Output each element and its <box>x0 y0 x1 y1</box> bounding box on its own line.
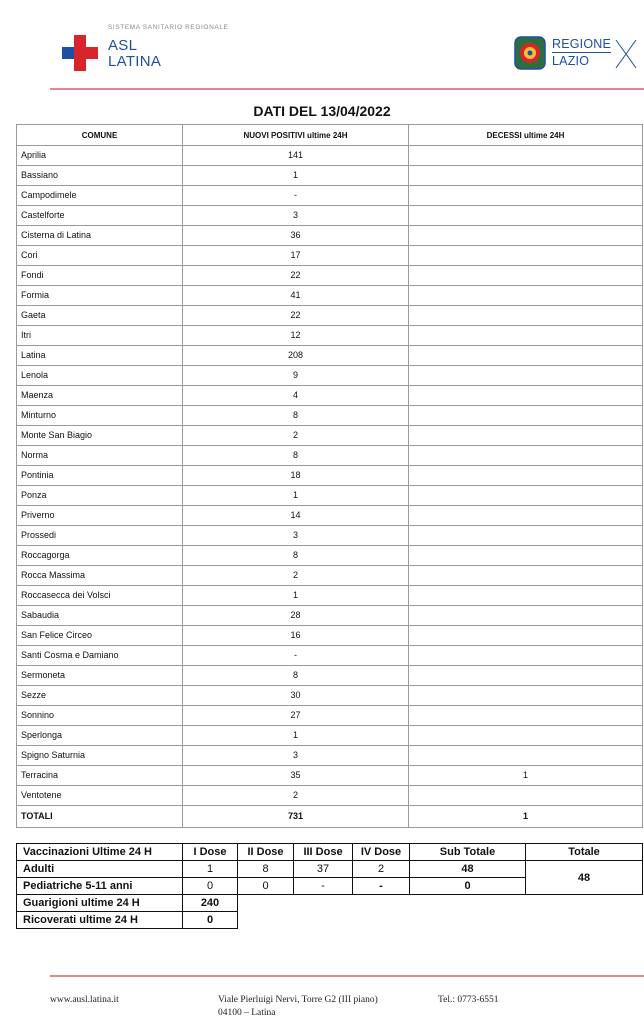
comune-cell: Sermoneta <box>17 666 183 686</box>
ricoverati-row <box>17 912 643 929</box>
positivi-cell: 41 <box>183 286 409 306</box>
ricoverati-label: Ricoverati ultime 24 H <box>17 912 183 929</box>
table-row <box>17 786 643 806</box>
positivi-cell: 3 <box>183 206 409 226</box>
decessi-cell <box>409 366 643 386</box>
decessi-cell <box>409 546 643 566</box>
decessi-cell <box>409 726 643 746</box>
comune-cell: Itri <box>17 326 183 346</box>
table-row <box>17 606 643 626</box>
positivi-cell: 8 <box>183 446 409 466</box>
vax-cell: 2 <box>353 861 410 878</box>
decessi-cell <box>409 146 643 166</box>
table-row <box>17 726 643 746</box>
comune-cell: Sonnino <box>17 706 183 726</box>
positivi-cell: 22 <box>183 266 409 286</box>
positivi-cell: 141 <box>183 146 409 166</box>
table-row <box>17 486 643 506</box>
positivi-cell: 28 <box>183 606 409 626</box>
asl-subtitle: SISTEMA SANITARIO REGIONALE <box>108 24 229 31</box>
vaccinations-table <box>16 843 643 929</box>
vax-subtotal-adulti: 48 <box>410 861 526 878</box>
table-row <box>17 626 643 646</box>
comune-cell: Aprilia <box>17 146 183 166</box>
vax-header-iv-dose: IV Dose <box>353 844 410 861</box>
decessi-cell <box>409 266 643 286</box>
table-row <box>17 226 643 246</box>
table-row <box>17 466 643 486</box>
decessi-cell <box>409 466 643 486</box>
lazio-name-line2: LAZIO <box>552 52 611 69</box>
column-header-positivi: NUOVI POSITIVI ultime 24H <box>183 125 409 146</box>
column-header-decessi: DECESSI ultime 24H <box>409 125 643 146</box>
positivi-cell: 14 <box>183 506 409 526</box>
table-row <box>17 206 643 226</box>
vax-totale: 48 <box>526 861 643 895</box>
vax-header-i-dose: I Dose <box>183 844 238 861</box>
decessi-cell <box>409 286 643 306</box>
decessi-cell <box>409 386 643 406</box>
comune-cell: Formia <box>17 286 183 306</box>
decessi-cell <box>409 606 643 626</box>
table-row <box>17 406 643 426</box>
decessi-cell <box>409 306 643 326</box>
lazio-name-line1: REGIONE <box>552 37 612 51</box>
comune-cell: Santi Cosma e Damiano <box>17 646 183 666</box>
decessi-cell <box>409 706 643 726</box>
totals-positivi: 731 <box>183 806 409 828</box>
positivi-cell: 2 <box>183 566 409 586</box>
table-row <box>17 666 643 686</box>
comune-cell: Cisterna di Latina <box>17 226 183 246</box>
table-row <box>17 546 643 566</box>
decessi-cell <box>409 686 643 706</box>
comune-cell: Fondi <box>17 266 183 286</box>
table-row <box>17 306 643 326</box>
table-row <box>17 266 643 286</box>
decessi-cell <box>409 446 643 466</box>
comune-cell: Spigno Saturnia <box>17 746 183 766</box>
positivi-cell: 30 <box>183 686 409 706</box>
lazio-x-mark-icon <box>614 36 638 72</box>
table-row <box>17 566 643 586</box>
asl-name-line1: ASL <box>108 37 138 54</box>
decessi-cell <box>409 166 643 186</box>
decessi-cell <box>409 586 643 606</box>
comune-cell: Monte San Biagio <box>17 426 183 446</box>
decessi-cell <box>409 226 643 246</box>
header-divider <box>50 88 644 90</box>
comune-cell: Latina <box>17 346 183 366</box>
table-row <box>17 186 643 206</box>
decessi-cell <box>409 346 643 366</box>
table-row <box>17 686 643 706</box>
table-row <box>17 586 643 606</box>
vax-row-adulti <box>17 861 643 878</box>
positivi-cell: 4 <box>183 386 409 406</box>
totals-label: TOTALI <box>17 806 183 828</box>
comune-cell: Pontinia <box>17 466 183 486</box>
footer-address-line2: 04100 – Latina <box>218 1008 276 1018</box>
comune-cell: Sezze <box>17 686 183 706</box>
comune-cell: Rocca Massima <box>17 566 183 586</box>
positivi-cell: 16 <box>183 626 409 646</box>
positivi-cell: 27 <box>183 706 409 726</box>
comune-cell: Roccasecca dei Volsci <box>17 586 183 606</box>
positivi-cell: - <box>183 646 409 666</box>
decessi-cell <box>409 666 643 686</box>
table-row <box>17 506 643 526</box>
table-row <box>17 386 643 406</box>
decessi-cell <box>409 566 643 586</box>
decessi-cell: 1 <box>409 766 643 786</box>
positivi-cell: 2 <box>183 786 409 806</box>
comune-cell: Sabaudia <box>17 606 183 626</box>
vax-cell: 0 <box>183 878 238 895</box>
regione-lazio-logo <box>514 36 638 74</box>
decessi-cell <box>409 646 643 666</box>
positivi-cell: 1 <box>183 166 409 186</box>
positivi-cell: 3 <box>183 526 409 546</box>
decessi-cell <box>409 326 643 346</box>
guarigioni-label: Guarigioni ultime 24 H <box>17 895 183 912</box>
vax-subtotal-pediatriche: 0 <box>410 878 526 895</box>
footer-divider <box>50 975 644 977</box>
totals-row <box>17 806 643 828</box>
decessi-cell <box>409 786 643 806</box>
positivi-cell: 2 <box>183 426 409 446</box>
positivi-cell: 8 <box>183 666 409 686</box>
table-row <box>17 766 643 786</box>
vax-header-subtotale: Sub Totale <box>410 844 526 861</box>
comune-cell: Roccagorga <box>17 546 183 566</box>
decessi-cell <box>409 246 643 266</box>
guarigioni-value: 240 <box>183 895 238 912</box>
positivi-cell: 1 <box>183 586 409 606</box>
table-header-row <box>17 125 643 146</box>
table-row <box>17 286 643 306</box>
positivi-cell: 22 <box>183 306 409 326</box>
document-title: DATI DEL 13/04/2022 <box>253 103 391 119</box>
comune-cell: Maenza <box>17 386 183 406</box>
red-cross-icon <box>62 35 98 71</box>
vax-cell: - <box>294 878 353 895</box>
decessi-cell <box>409 406 643 426</box>
table-row <box>17 706 643 726</box>
table-row <box>17 326 643 346</box>
vax-label-pediatriche: Pediatriche 5-11 anni <box>17 878 183 895</box>
comune-cell: Castelforte <box>17 206 183 226</box>
vax-header-row <box>17 844 643 861</box>
footer-website: www.ausl.latina.it <box>50 995 119 1005</box>
comune-cell: Minturno <box>17 406 183 426</box>
vax-header-totale: Totale <box>526 844 643 861</box>
vax-cell: 1 <box>183 861 238 878</box>
asl-name <box>108 38 161 70</box>
asl-latina-logo <box>62 22 262 78</box>
table-row <box>17 446 643 466</box>
footer-phone: Tel.: 0773-6551 <box>438 995 499 1005</box>
table-row <box>17 366 643 386</box>
decessi-cell <box>409 506 643 526</box>
positivi-cell: 8 <box>183 546 409 566</box>
decessi-cell <box>409 626 643 646</box>
table-body <box>17 146 643 828</box>
table-row <box>17 166 643 186</box>
comune-cell: Gaeta <box>17 306 183 326</box>
table-row <box>17 426 643 446</box>
footer-address-line1: Viale Pierluigi Nervi, Torre G2 (III piano) <box>218 995 378 1005</box>
lazio-emblem-icon <box>514 36 546 70</box>
table-row <box>17 246 643 266</box>
positivi-cell: 3 <box>183 746 409 766</box>
comune-cell: Priverno <box>17 506 183 526</box>
comune-cell: Bassiano <box>17 166 183 186</box>
positivi-cell: - <box>183 186 409 206</box>
table-row <box>17 526 643 546</box>
table-row <box>17 146 643 166</box>
positivi-cell: 208 <box>183 346 409 366</box>
vax-cell: 37 <box>294 861 353 878</box>
comune-cell: Lenola <box>17 366 183 386</box>
positivi-cell: 18 <box>183 466 409 486</box>
column-header-comune: COMUNE <box>17 125 183 146</box>
guarigioni-row <box>17 895 643 912</box>
vax-header-iii-dose: III Dose <box>294 844 353 861</box>
vax-cell: - <box>353 878 410 895</box>
lazio-name <box>552 37 611 69</box>
positivi-cell: 8 <box>183 406 409 426</box>
vax-header-label: Vaccinazioni Ultime 24 H <box>17 844 183 861</box>
vax-cell: 0 <box>238 878 294 895</box>
totals-decessi: 1 <box>409 806 643 828</box>
vax-cell: 8 <box>238 861 294 878</box>
footer-address <box>218 994 378 1020</box>
table-row <box>17 746 643 766</box>
comune-cell: Cori <box>17 246 183 266</box>
positivi-cell: 12 <box>183 326 409 346</box>
positivi-cell: 1 <box>183 486 409 506</box>
table-row <box>17 346 643 366</box>
asl-name-line2: LATINA <box>108 53 162 70</box>
positivi-cell: 17 <box>183 246 409 266</box>
decessi-cell <box>409 486 643 506</box>
decessi-cell <box>409 426 643 446</box>
comune-cell: Norma <box>17 446 183 466</box>
decessi-cell <box>409 746 643 766</box>
positivi-table <box>16 124 643 828</box>
vax-header-ii-dose: II Dose <box>238 844 294 861</box>
positivi-cell: 35 <box>183 766 409 786</box>
vax-label-adulti: Adulti <box>17 861 183 878</box>
comune-cell: Ventotene <box>17 786 183 806</box>
positivi-cell: 9 <box>183 366 409 386</box>
decessi-cell <box>409 526 643 546</box>
decessi-cell <box>409 206 643 226</box>
positivi-cell: 36 <box>183 226 409 246</box>
comune-cell: San Felice Circeo <box>17 626 183 646</box>
comune-cell: Sperlonga <box>17 726 183 746</box>
table-row <box>17 646 643 666</box>
comune-cell: Terracina <box>17 766 183 786</box>
decessi-cell <box>409 186 643 206</box>
ricoverati-value: 0 <box>183 912 238 929</box>
comune-cell: Ponza <box>17 486 183 506</box>
positivi-cell: 1 <box>183 726 409 746</box>
comune-cell: Campodimele <box>17 186 183 206</box>
comune-cell: Prossedi <box>17 526 183 546</box>
